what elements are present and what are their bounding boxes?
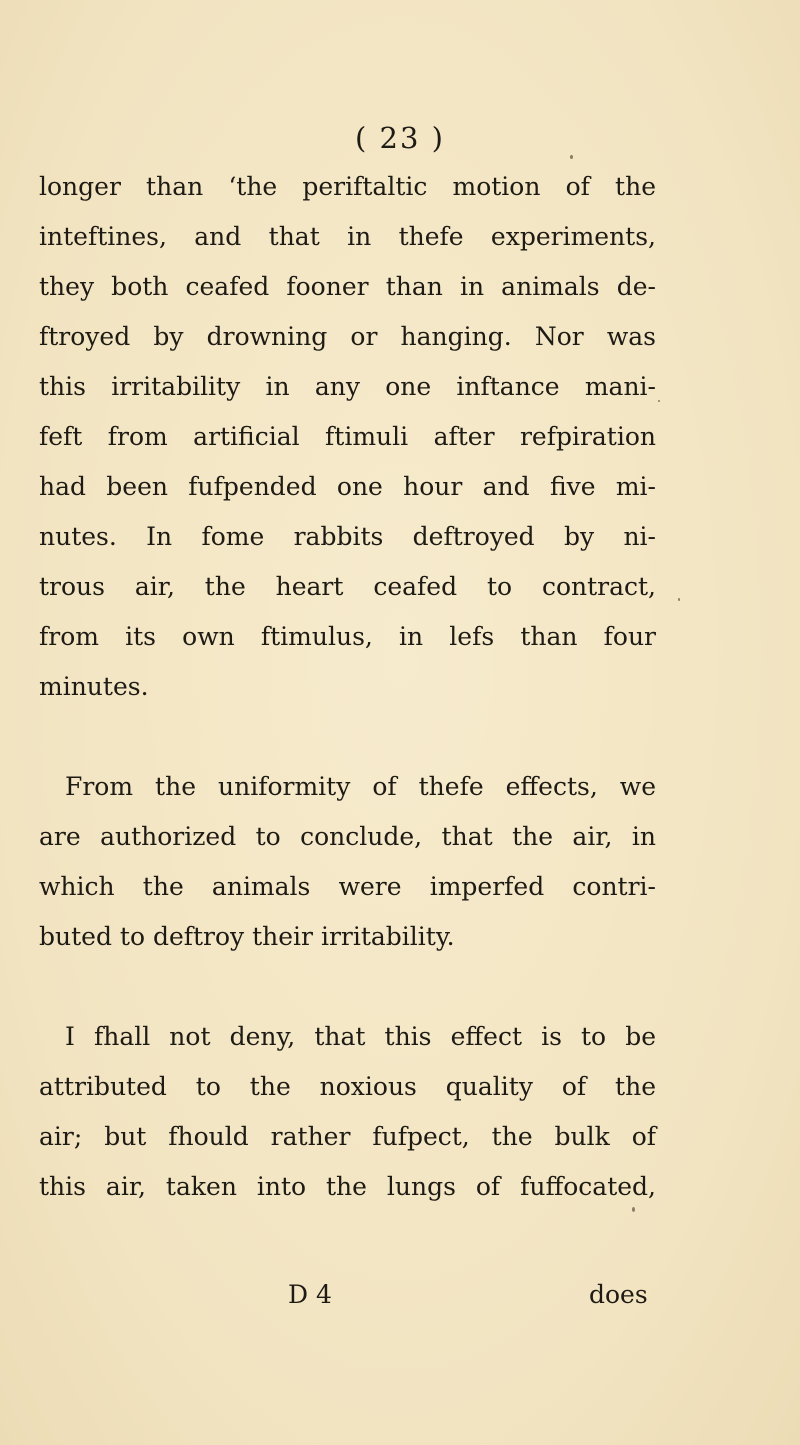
text-line: from its own ftimulus, in lefs than four (39, 622, 656, 651)
text-line: ftroyed by drowning or hanging. Nor was (39, 322, 656, 351)
text-line: feft from artificial ftimuli after refpiration (39, 422, 656, 451)
text-line: air; but fhould rather fufpect, the bulk of (39, 1122, 656, 1151)
text-line: attributed to the noxious quality of the (39, 1072, 656, 1101)
text-line: had been fufpended one hour and five mi- (39, 472, 656, 501)
text-line: longer than ‘the periftaltic motion of the (39, 172, 656, 201)
paper-speck (678, 598, 680, 601)
paper-speck (570, 155, 573, 159)
paper-speck (658, 400, 660, 402)
signature-mark: D 4 (288, 1280, 332, 1309)
text-line: inteftines, and that in thefe experiments, (39, 222, 656, 251)
text-line: this irritability in any one inftance mani- (39, 372, 656, 401)
page-header (0, 113, 800, 163)
paper-speck (632, 1207, 635, 1212)
text-line: minutes. (39, 672, 149, 701)
text-line: they both ceafed fooner than in animals de- (39, 272, 656, 301)
text-line: buted to deftroy their irritability. (39, 922, 455, 951)
page-number: ( 23 ) (355, 121, 445, 155)
text-line: which the animals were imperfed contri- (39, 872, 656, 901)
text-line: are authorized to conclude, that the air, in (39, 822, 656, 851)
text-line: nutes. In fome rabbits deftroyed by ni- (39, 522, 656, 551)
text-line: I fhall not deny, that this effect is to be (65, 1022, 656, 1051)
text-line: trous air, the heart ceafed to contract, (39, 572, 656, 601)
text-line: this air, taken into the lungs of fuffocated, (39, 1172, 656, 1201)
catchword: does (589, 1280, 648, 1309)
text-line: From the uniformity of thefe effects, we (65, 772, 656, 801)
